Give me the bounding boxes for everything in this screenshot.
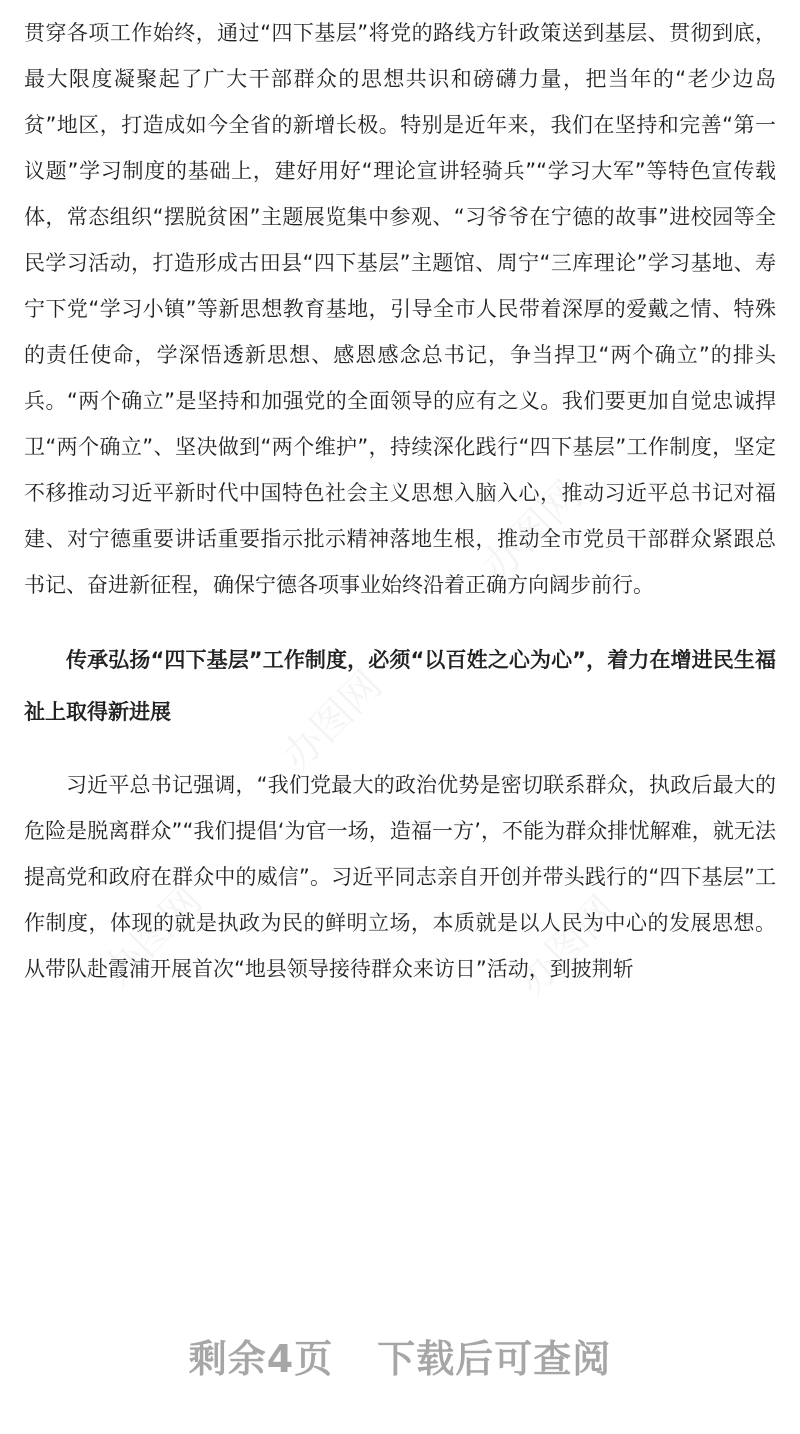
remaining-pages-label: 剩余4页 [188,1337,334,1381]
paragraph: 习近平总书记强调，“我们党最大的政治优势是密切联系群众，执政后最大的危险是脱离群众”“我们提倡‘为官一场，造福一方’，不能为群众排忧解难，就无法提高党和政府在群众中的威信”。习近平同志亲自开创并带头践行的“四下基层”工作制度，体现的就是执政为民的鲜明立场，本质就是以人民为中心的发展思想。从带队赴霞浦开展首次“地县领导接待群众来访日”活动，到披荆斩 [24,773,776,981]
document-body [24,10,776,992]
paragraph: 贯穿各项工作始终，通过“四下基层”将党的路线方针政策送到基层、贯彻到底，最大限度凝聚起了广大干部群众的思想共识和磅礴力量，把当年的“老少边岛贫”地区，打造成如今全省的新增长极。特别是近年来，我们在坚持和完善“第一议题”学习制度的基础上，建好用好“理论宣讲轻骑兵”“学习大军”等特色宣传载体，常态组织“摆脱贫困”主题展览集中参观、“习爷爷在宁德的故事”进校园等全民学习活动，打造形成古田县“四下基层”主题馆、周宁“三库理论”学习基地、寿宁下党“学习小镇”等新思想教育基地，引导全市人民带着深厚的爱戴之情、特殊的责任使命，学深悟透新思想、感恩感念总书记，争当捍卫“两个确立”的排头兵。“两个确立”是坚持和加强党的全面领导的应有之义。我们要更加自觉忠诚捍卫“两个确立”、坚决做到“两个维护”，持续深化践行“四下基层”工作制度，坚定不移推动习近平新时代中国特色社会主义思想入脑入心，推动习近平总书记对福建、对宁德重要讲话重要指示批示精神落地生根，推动全市党员干部群众紧跟总书记、奋进新征程，确保宁德各项事业始终沿着正确方向阔步前行。 [24,21,776,597]
download-prompt[interactable] [0,1328,800,1383]
section-heading: 传承弘扬“四下基层”工作制度，必须“以百姓之心为心”，着力在增进民生福祉上取得新进展 [24,648,776,724]
download-to-view-label: 下载后可查阅 [377,1337,612,1381]
